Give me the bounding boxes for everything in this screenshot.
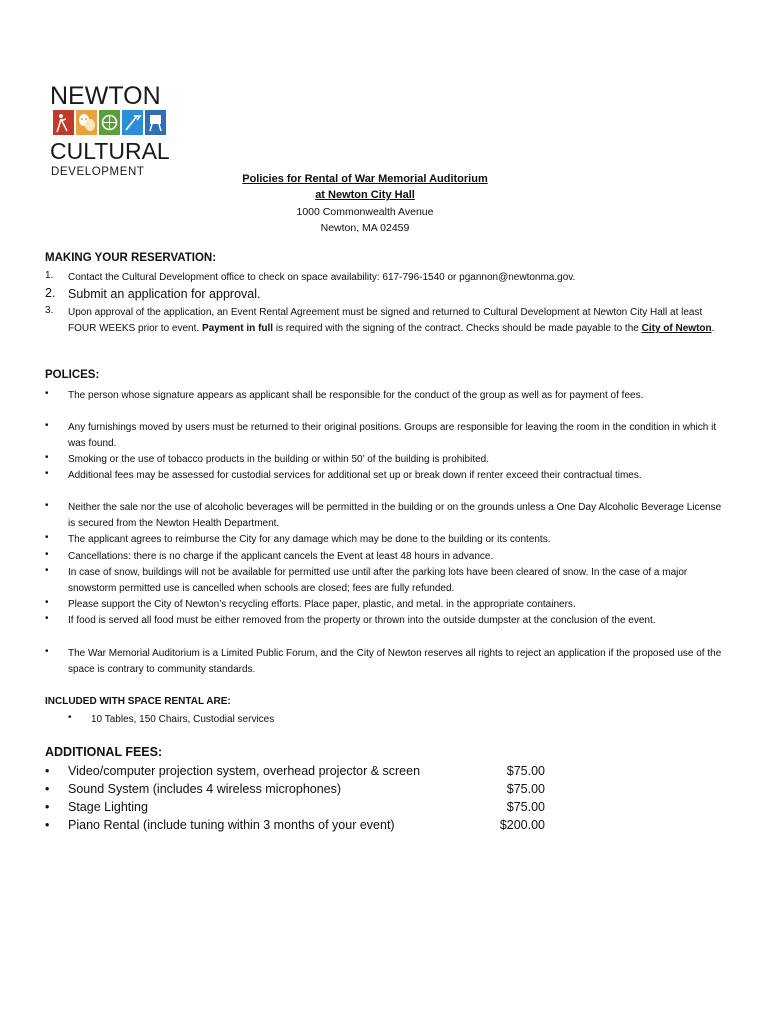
fee-row xyxy=(45,798,545,816)
fee-price: $75.00 xyxy=(506,800,545,814)
address-line-1: 1000 Commonwealth Avenue xyxy=(296,206,434,218)
policy-item: Please support the City of Newton’s recycling efforts. Place paper, plastic, and metal. in the appropriate containers. xyxy=(68,599,576,610)
logo-development-text: DEVELOPMENT xyxy=(51,166,145,178)
list-number: 1. xyxy=(45,270,54,281)
reservation-item-text: . xyxy=(711,323,715,334)
logo-tile-globe-icon xyxy=(99,110,120,135)
fee-price: $75.00 xyxy=(506,782,545,796)
policy-item: The applicant agrees to reimburse the City for any damage which may be done to the building or its contents. xyxy=(68,534,551,545)
policy-item: In case of snow, buildings will not be available for permitted use until after the parking lots have been cleared of snow. In the case of a major snowstorm permitted use is cancelled when schools are closed; fees are fully refunded. xyxy=(68,567,688,594)
reservation-item-text: Submit an application for approval. xyxy=(68,287,261,301)
included-item: 10 Tables, 150 Chairs, Custodial services xyxy=(91,714,275,725)
fee-row xyxy=(45,816,545,834)
bullet-icon: • xyxy=(45,818,50,832)
title-line-1: Policies for Rental of War Memorial Auditorium xyxy=(242,173,488,185)
fee-label: Sound System (includes 4 wireless microphones) xyxy=(68,782,342,796)
policy-item: Additional fees may be assessed for custodial services for additional set up or break down if renter exceed their contractual times. xyxy=(68,470,642,481)
policy-item: Cancellations: there is no charge if the applicant cancels the Event at least 48 hours in advance. xyxy=(68,551,494,562)
policy-item: The person whose signature appears as applicant shall be responsible for the conduct of the group as well as for payment of fees. xyxy=(68,390,644,401)
fee-row xyxy=(45,780,545,798)
list-number: 3. xyxy=(45,305,54,316)
fee-label: Piano Rental (include tuning within 3 months of your event) xyxy=(68,818,395,832)
policy-item: Neither the sale nor the use of alcoholic beverages will be permitted in the building or on the grounds unless a One Day Alcoholic Beverage License is secured from the Newton Health Department. xyxy=(68,502,722,529)
policy-item: The War Memorial Auditorium is a Limited Public Forum, and the City of Newton reserves all rights to reject an application if the proposed use of the space is contrary to community standards. xyxy=(68,648,722,675)
logo-tile-masks-icon xyxy=(76,110,97,135)
bullet-icon: • xyxy=(45,500,49,511)
bullet-icon: • xyxy=(45,549,49,560)
bullet-icon: • xyxy=(45,388,49,399)
logo-cultural-text: CULTURAL xyxy=(50,138,170,164)
logo-tiles xyxy=(53,110,166,135)
policy-item: If food is served all food must be either removed from the property or thrown into the outside dumpster at the conclusion of the event. xyxy=(68,615,656,626)
title-line-2: at Newton City Hall xyxy=(315,189,415,201)
bullet-icon: • xyxy=(45,613,49,624)
payment-in-full-text: Payment in full xyxy=(201,323,274,334)
reservation-heading: MAKING YOUR RESERVATION: xyxy=(45,252,217,264)
bullet-icon: • xyxy=(45,532,49,543)
included-heading: INCLUDED WITH SPACE RENTAL ARE: xyxy=(45,696,231,707)
reservation-item-2 xyxy=(68,286,728,302)
bullet-icon: • xyxy=(45,565,49,576)
list-number: 2. xyxy=(45,286,56,300)
fee-price: $75.00 xyxy=(506,764,545,778)
bullet-icon: • xyxy=(45,782,50,796)
bullet-icon: • xyxy=(45,452,49,463)
bullet-icon: • xyxy=(45,468,49,479)
bullet-icon: • xyxy=(45,800,50,814)
logo-newton-text: NEWTON xyxy=(50,82,161,110)
reservation-item-text: Upon approval of the application, an Event Rental Agreement must be signed and returned to Cultural Development at Newton City Hall at least FOUR WEEKS prior to event. xyxy=(68,307,703,334)
policy-item: Any furnishings moved by users must be returned to their original positions. Groups are responsible for leaving the room in the condition in which it was found. xyxy=(68,422,717,449)
logo-tile-dance-icon xyxy=(53,110,74,135)
fees-heading: ADDITIONAL FEES: xyxy=(45,745,163,759)
fee-row xyxy=(45,762,545,780)
newton-cultural-logo xyxy=(50,84,170,184)
bullet-icon: • xyxy=(45,646,49,657)
reservation-item-3 xyxy=(68,305,728,337)
policies-heading: POLICES: xyxy=(45,369,100,381)
reservation-item-text: is required with the signing of the contract. Checks should be made payable to the xyxy=(273,323,642,334)
policy-item: Smoking or the use of tobacco products in the building or within 50’ of the building is prohibited. xyxy=(68,454,489,465)
fee-label: Video/computer projection system, overhead projector & screen xyxy=(68,764,421,778)
document-title xyxy=(150,171,580,236)
fee-label: Stage Lighting xyxy=(68,800,148,814)
bullet-icon: • xyxy=(45,420,49,431)
city-of-newton-link[interactable]: City of Newton xyxy=(641,323,712,334)
logo-tile-easel-icon xyxy=(145,110,166,135)
logo-tile-instrument-icon xyxy=(122,110,143,135)
fee-price: $200.00 xyxy=(499,818,545,832)
address-line-2: Newton, MA 02459 xyxy=(320,222,410,234)
reservation-item-1 xyxy=(68,270,728,286)
bullet-icon: • xyxy=(68,712,72,723)
bullet-icon: • xyxy=(45,764,50,778)
bullet-icon: • xyxy=(45,597,49,608)
reservation-item-text: Contact the Cultural Development office to check on space availability: 617-796-1540 or pgannon@newtonma.gov. xyxy=(68,272,576,283)
